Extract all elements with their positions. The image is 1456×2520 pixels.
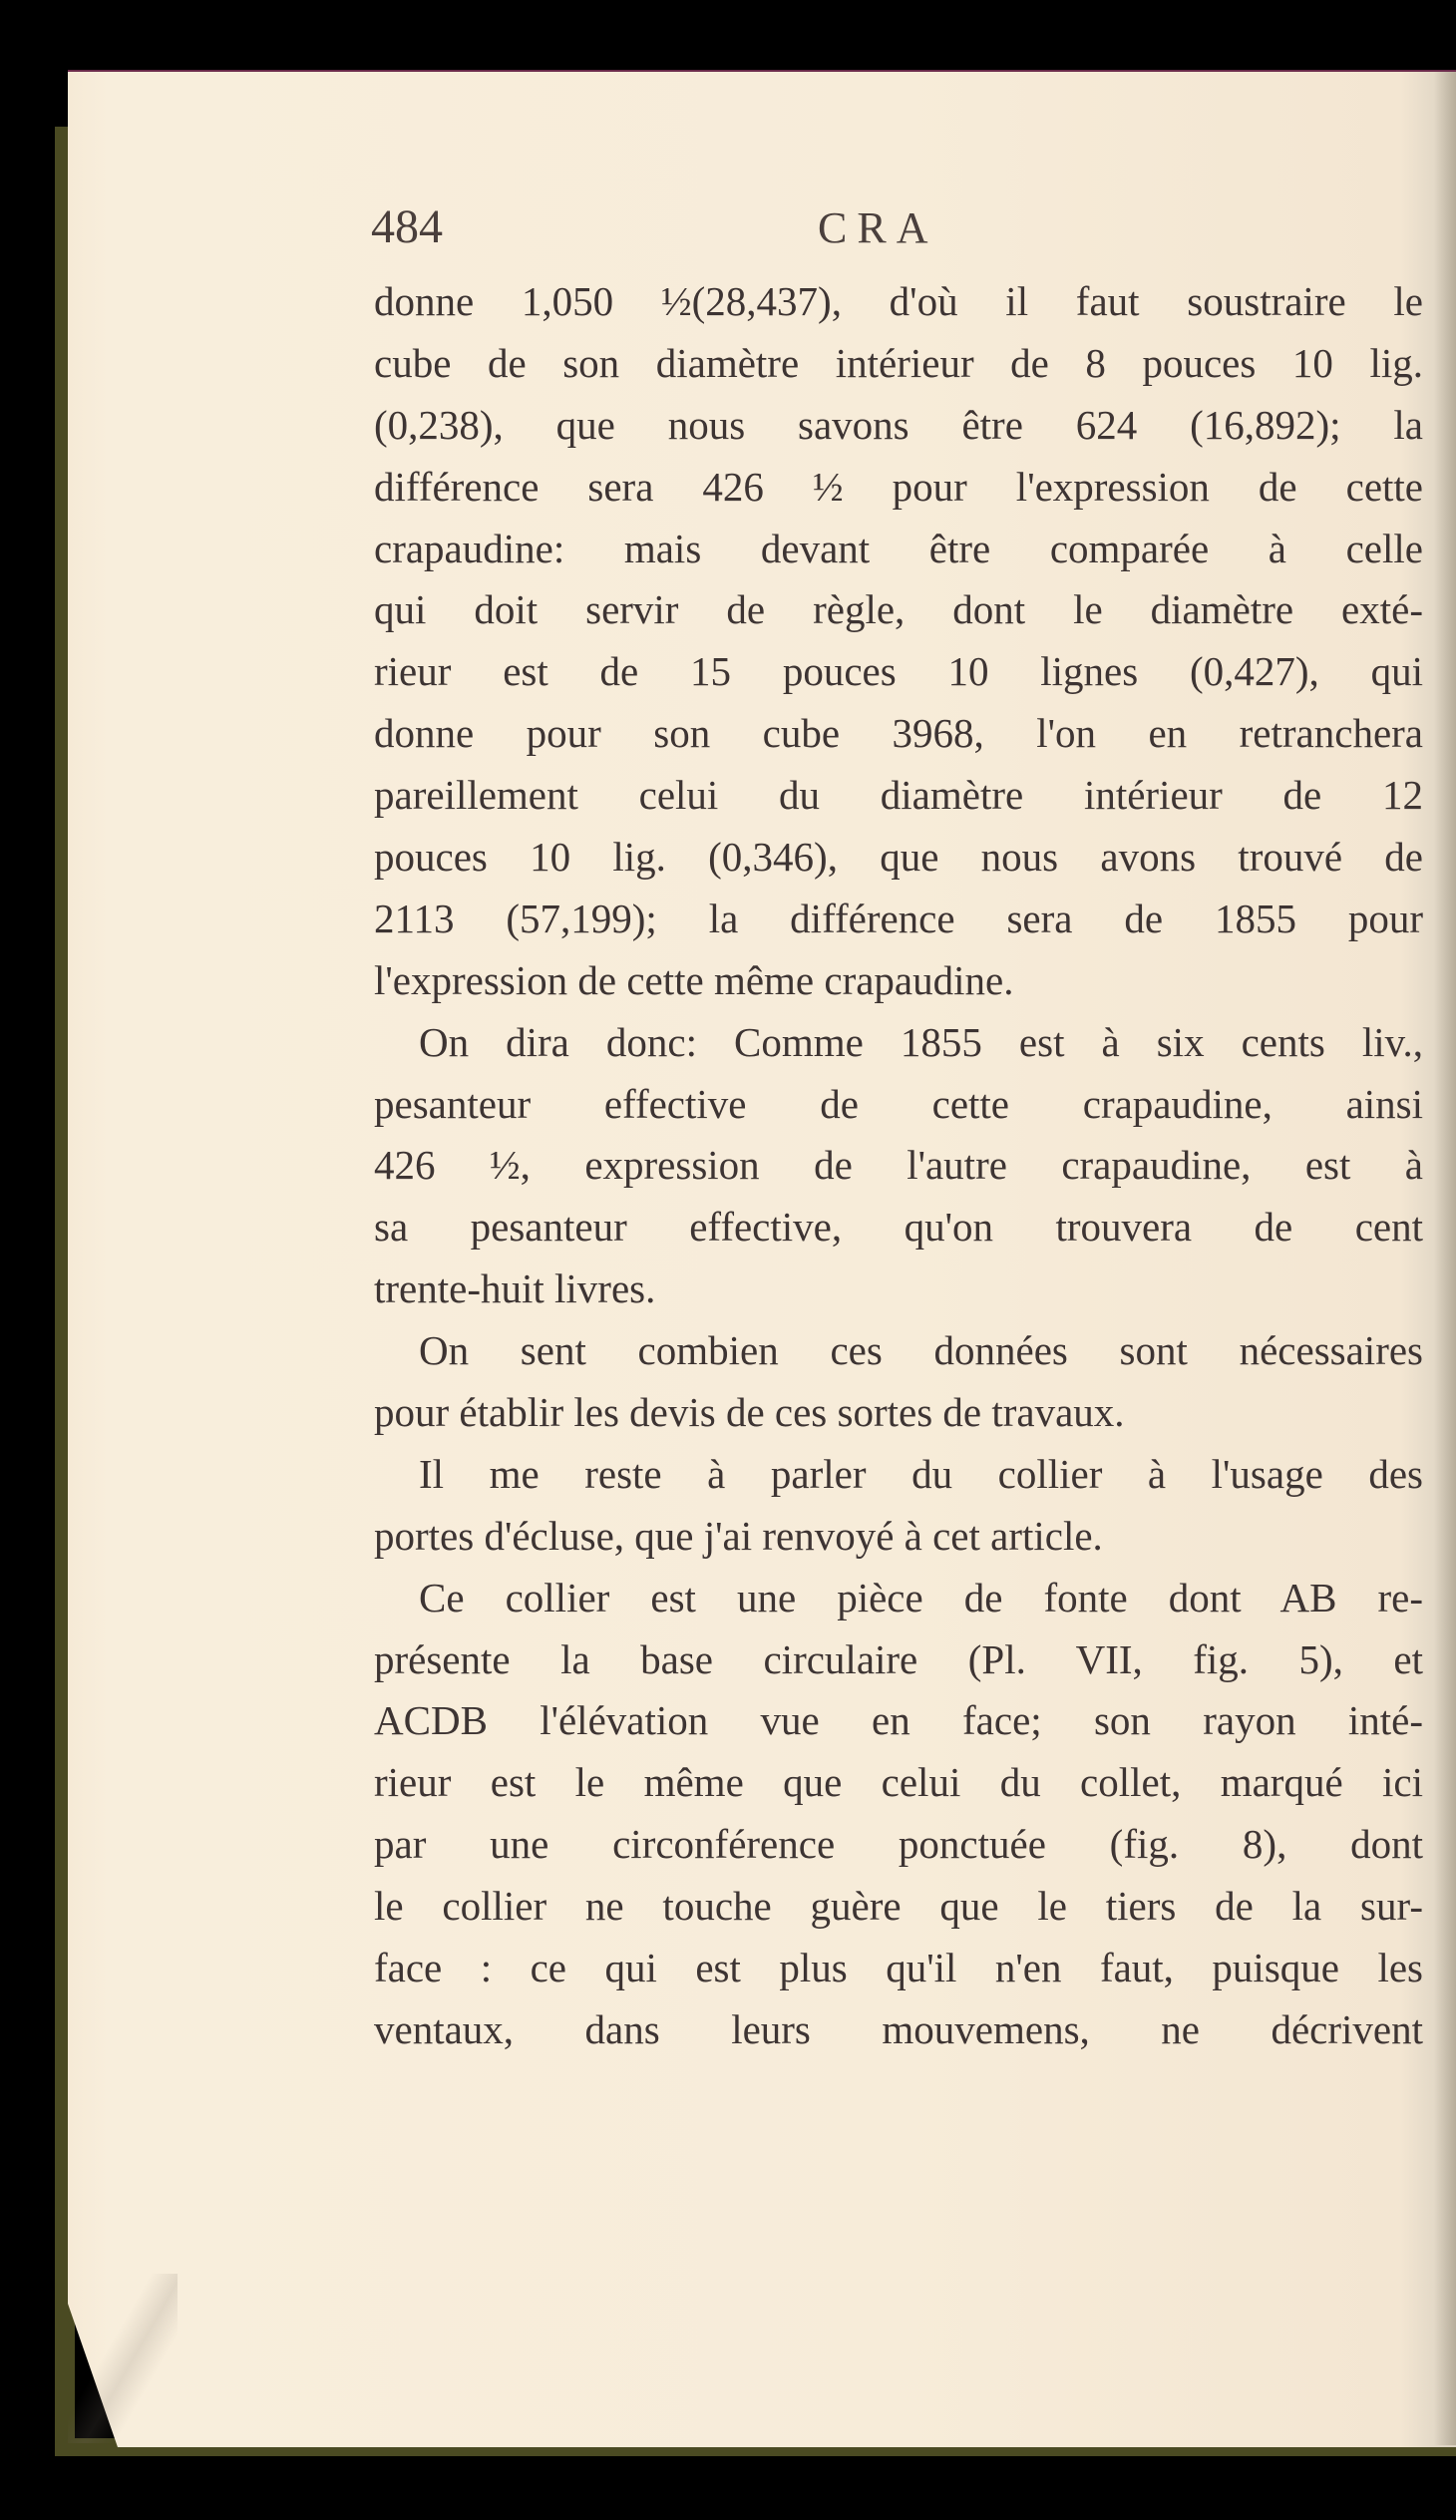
- text-line: crapaudine: mais devant être comparée à celle: [374, 525, 1423, 571]
- text-line: qui doit servir de règle, dont le diamètre exté-: [374, 586, 1423, 633]
- text-line: pour établir les devis de ces sortes de travaux.: [374, 1389, 1125, 1436]
- text-line: On dira donc: Comme 1855 est à six cents liv.,: [419, 1018, 1423, 1065]
- text-line: différence sera 426 ½ pour l'expression de cette: [374, 463, 1423, 510]
- text-line: pesanteur effective de cette crapaudine, ainsi: [374, 1080, 1423, 1127]
- page-edge-shadow: [1434, 72, 1456, 2445]
- text-line: rieur est le même que celui du collet, marqué ici: [374, 1759, 1423, 1806]
- text-line: pouces 10 lig. (0,346), que nous avons trouvé de: [374, 834, 1423, 881]
- text-line: trente-huit livres.: [374, 1265, 656, 1312]
- folded-corner: [68, 2274, 178, 2443]
- text-line: 2113 (57,199); la différence sera de 1855 pour: [374, 895, 1423, 941]
- text-line: cube de son diamètre intérieur de 8 pouces 10 lig.: [374, 339, 1423, 386]
- text-line: par une circonférence ponctuée (fig. 8), dont: [374, 1821, 1423, 1868]
- text-line: Il me reste à parler du collier à l'usage des: [419, 1450, 1423, 1497]
- text-line: présente la base circulaire (Pl. VII, fig. 5), et: [374, 1635, 1423, 1682]
- text-line: face : ce qui est plus qu'il n'en faut, puisque les: [374, 1945, 1423, 1991]
- text-line: sa pesanteur effective, qu'on trouvera de cent: [374, 1204, 1423, 1251]
- text-line: pareillement celui du diamètre intérieur de 12: [374, 772, 1423, 819]
- body-text: [374, 271, 1423, 2061]
- text-line: On sent combien ces données sont nécessaires: [419, 1327, 1423, 1374]
- running-title: CRA: [818, 203, 938, 252]
- text-line: (0,238), que nous savons être 624 (16,892); la: [374, 401, 1423, 448]
- text-line: 426 ½, expression de l'autre crapaudine, est à: [374, 1142, 1423, 1189]
- text-line: donne pour son cube 3968, l'on en retranchera: [374, 710, 1423, 757]
- text-line: portes d'écluse, que j'ai renvoyé à cet article.: [374, 1512, 1103, 1559]
- page-number: 484: [371, 200, 443, 253]
- text-line: rieur est de 15 pouces 10 lignes (0,427), qui: [374, 648, 1423, 695]
- text-line: l'expression de cette même crapaudine.: [374, 956, 1014, 1003]
- text-line: le collier ne touche guère que le tiers de la sur-: [374, 1883, 1423, 1930]
- text-line: donne 1,050 ½(28,437), d'où il faut soustraire le: [374, 278, 1423, 324]
- text-line: Ce collier est une pièce de fonte dont AB re-: [419, 1574, 1423, 1620]
- text-line: ventaux, dans leurs mouvemens, ne décrivent: [374, 2005, 1423, 2052]
- text-line: ACDB l'élévation vue en face; son rayon inté-: [374, 1697, 1423, 1744]
